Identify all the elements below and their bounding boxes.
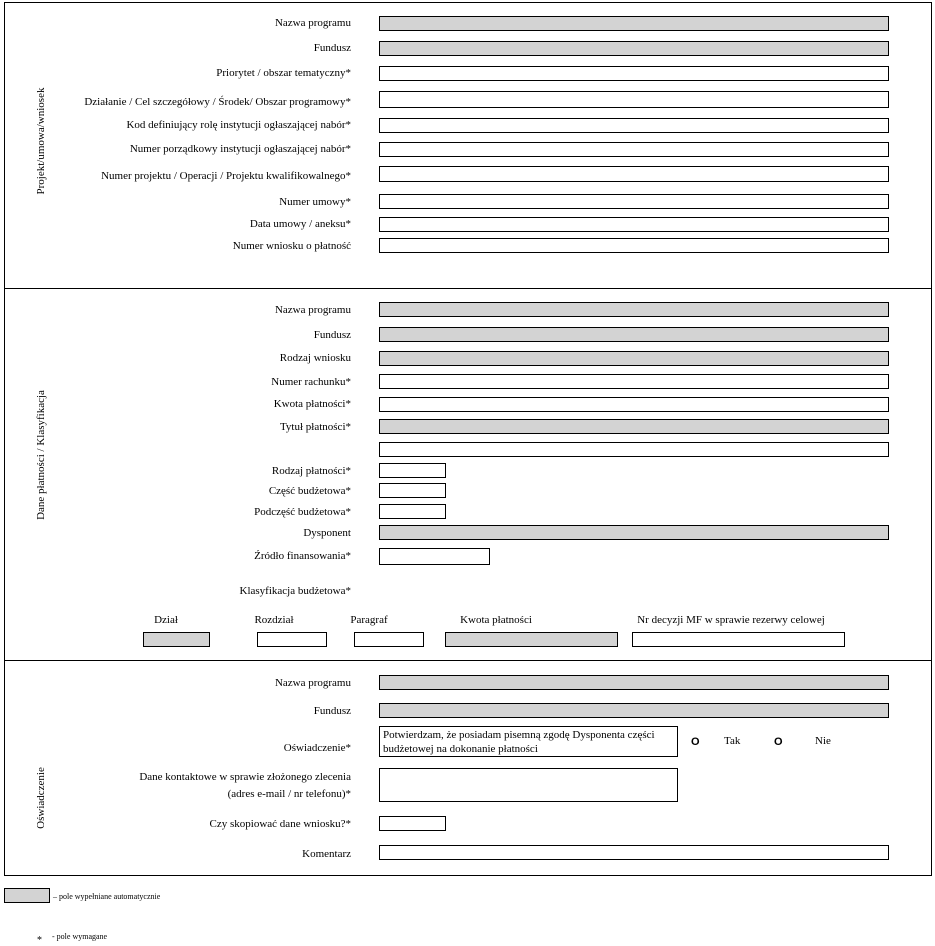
label-contact-data: Dane kontaktowe w sprawie złożonego zlecenia xyxy=(139,771,351,783)
label-role-code: Kod definiujący rolę instytucji ogłaszającej nabór* xyxy=(126,119,351,131)
payment-title-field[interactable] xyxy=(379,419,889,434)
section-title: Oświadczenie xyxy=(35,767,47,829)
application-number-field[interactable] xyxy=(379,238,889,253)
account-number-field[interactable] xyxy=(379,374,889,389)
section-title: Dane płatności / Klasyfikacja xyxy=(35,390,47,520)
label-program-name: Nazwa programu xyxy=(274,677,351,689)
label-application-number: Numer wniosku o płatność xyxy=(232,240,351,252)
column-header-mf-decision: Nr decyzji MF w sprawie rezerwy celowej xyxy=(637,614,825,626)
comment-field[interactable] xyxy=(379,845,889,860)
program-name-field[interactable] xyxy=(379,675,889,690)
legend-required-mark: * xyxy=(37,935,42,946)
legend-auto-text: – pole wypełniane automatycznie xyxy=(53,892,161,901)
label-agreement-date: Data umowy / aneksu* xyxy=(249,218,351,230)
label-application-type: Rodzaj wniosku xyxy=(279,352,351,364)
label-contact-data-hint: (adres e-mail / nr telefonu)* xyxy=(227,788,351,800)
label-comment: Komentarz xyxy=(302,848,351,860)
label-action: Działanie / Cel szczegółowy / Środek/ Obszar programowy* xyxy=(84,96,351,108)
column-header-chapter: Rozdział xyxy=(254,614,294,626)
label-funding-source: Źródło finansowania* xyxy=(254,550,351,562)
budget-part-field[interactable] xyxy=(379,483,446,498)
application-type-field[interactable] xyxy=(379,351,889,366)
label-disposer: Dysponent xyxy=(303,527,351,539)
radio-no-label: Nie xyxy=(815,735,831,747)
label-priority: Priorytet / obszar tematyczny* xyxy=(216,67,351,79)
program-name-field[interactable] xyxy=(379,16,889,31)
disposer-field[interactable] xyxy=(379,525,889,540)
fund-field[interactable] xyxy=(379,703,889,718)
label-payment-kind: Rodzaj płatności* xyxy=(271,465,351,477)
column-header-paragraph: Paragraf xyxy=(350,614,388,626)
column-header-amount: Kwota płatności xyxy=(460,614,532,626)
column-header-section: Dział xyxy=(154,614,178,626)
section-field[interactable] xyxy=(143,632,210,647)
contact-data-field[interactable] xyxy=(379,768,678,802)
label-budget-part: Część budżetowa* xyxy=(268,485,351,497)
program-name-field[interactable] xyxy=(379,302,889,317)
copy-application-field[interactable] xyxy=(379,816,446,831)
label-agreement-number: Numer umowy* xyxy=(279,196,351,208)
section-payment xyxy=(4,288,932,661)
fund-field[interactable] xyxy=(379,41,889,56)
radio-yes-label: Tak xyxy=(724,735,741,747)
label-program-name: Nazwa programu xyxy=(274,17,351,29)
chapter-field[interactable] xyxy=(257,632,327,647)
label-budget-classification: Klasyfikacja budżetowa* xyxy=(239,585,351,597)
label-budget-subpart: Podczęść budżetowa* xyxy=(254,506,351,518)
label-fund: Fundusz xyxy=(313,42,351,54)
agreement-number-field[interactable] xyxy=(379,194,889,209)
action-field[interactable] xyxy=(379,91,889,108)
priority-field[interactable] xyxy=(379,66,889,81)
label-payment-title: Tytuł płatności* xyxy=(279,421,351,433)
label-institution-number: Numer porządkowy instytucji ogłaszającej nabór* xyxy=(129,143,351,155)
statement-text-line2: budżetowej na dokonanie płatności xyxy=(383,743,538,755)
label-fund: Fundusz xyxy=(313,329,351,341)
payment-title-field-2[interactable] xyxy=(379,442,889,457)
section-title: Projekt/umowa/wniosek xyxy=(35,87,47,195)
project-number-field[interactable] xyxy=(379,166,889,182)
label-copy-application: Czy skopiować dane wniosku?* xyxy=(209,818,351,830)
payment-amount-field[interactable] xyxy=(379,397,889,412)
funding-source-field[interactable] xyxy=(379,548,490,565)
label-account-number: Numer rachunku* xyxy=(271,376,351,388)
statement-text-line1: Potwierdzam, że posiadam pisemną zgodę Dysponenta części xyxy=(383,729,655,741)
label-fund: Fundusz xyxy=(313,705,351,717)
agreement-date-field[interactable] xyxy=(379,217,889,232)
classification-amount-field[interactable] xyxy=(445,632,618,647)
fund-field[interactable] xyxy=(379,327,889,342)
legend-auto-swatch xyxy=(4,888,50,903)
label-program-name: Nazwa programu xyxy=(274,304,351,316)
institution-number-field[interactable] xyxy=(379,142,889,157)
radio-no[interactable]: O xyxy=(774,736,783,748)
legend-required-text: - pole wymagane xyxy=(52,932,108,941)
payment-kind-field[interactable] xyxy=(379,463,446,478)
paragraph-field[interactable] xyxy=(354,632,424,647)
label-project-number: Numer projektu / Operacji / Projektu kwalifikowalnego* xyxy=(101,170,351,182)
statement-box xyxy=(379,726,678,757)
label-payment-amount: Kwota płatności* xyxy=(273,398,351,410)
role-code-field[interactable] xyxy=(379,118,889,133)
mf-decision-field[interactable] xyxy=(632,632,845,647)
radio-yes[interactable]: O xyxy=(691,736,700,748)
budget-subpart-field[interactable] xyxy=(379,504,446,519)
label-statement: Oświadczenie* xyxy=(283,742,351,754)
